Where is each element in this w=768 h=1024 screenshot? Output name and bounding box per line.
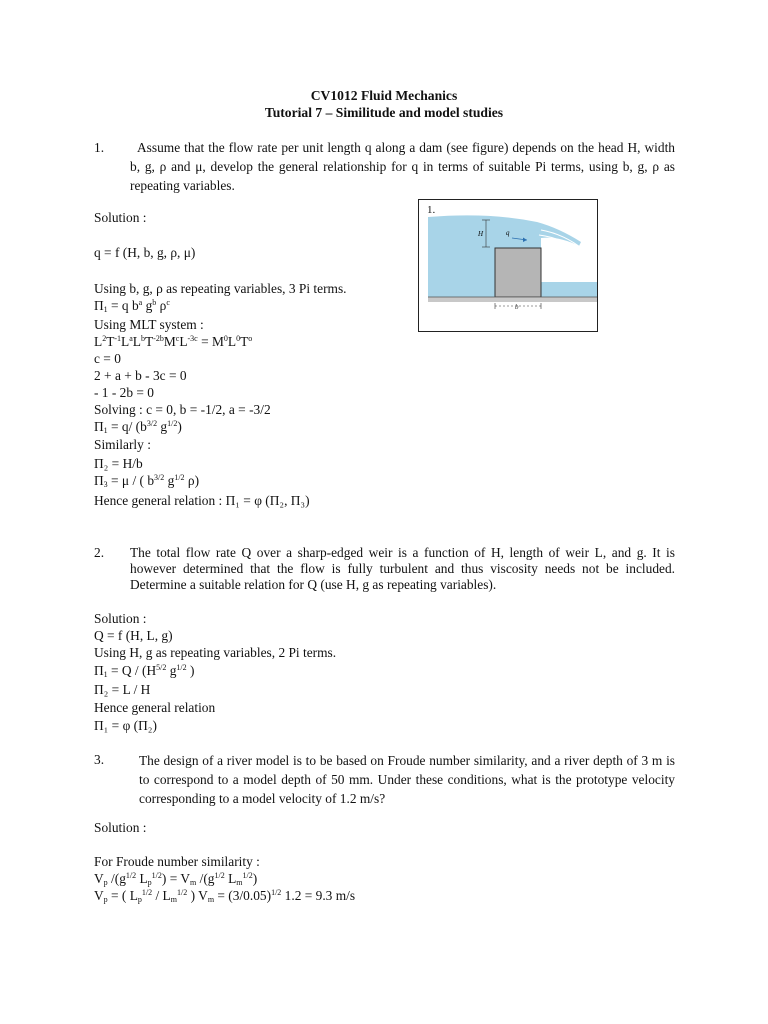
dam-block [495, 248, 541, 297]
q2-hence: Hence general relation [94, 700, 216, 715]
q3-froude-equation: $V_p$ $/(g^{1/2}$ $L_p^{1/2}) = V_m$ $/(g^{1/2}$ $L_m^{1/2}$) [94, 871, 258, 887]
q1-solving: Solving : c = 0, b = -1/2, a = -3/2 [94, 402, 271, 417]
q1-general-relation: Hence general relation : Π₁ = φ (Π₂, Π₃) [94, 493, 310, 508]
question-number: 2. [94, 545, 105, 560]
q1-pi1-result: $\Pi_1 = q/$ ($b^{3/2}$ $g^{1/2}$) [94, 419, 182, 435]
q1-solution-label: Solution : [94, 210, 147, 225]
q3-froude-label: For Froude number similarity : [94, 854, 260, 869]
q1-dimension-equation: $L^2T^{-1}L^aL^bT^{-2b}M^cL^{-3c} = M^0L^0T^o$ [94, 334, 253, 349]
label-h: H [478, 230, 484, 238]
q2-solution-label: Solution : [94, 611, 147, 626]
q1-pi2: Π₂ = H/b [94, 456, 143, 471]
q3-solution-label: Solution : [94, 820, 147, 835]
q2-function: Q = f (H, L, g) [94, 628, 173, 643]
ground [428, 297, 597, 302]
q1-eq-a: 2 + a + b - 3c = 0 [94, 368, 187, 383]
label-q: q [506, 229, 510, 237]
q2-pi1: $\Pi_1 = Q / (H^{5/2}$ $g^{1/2}$ ) [94, 663, 195, 679]
q1-similarly: Similarly : [94, 437, 151, 452]
dam-diagram [419, 200, 599, 333]
q1-pi3: $\Pi_3 = \mu$ / ( $b^{3/2}$ $g^{1/2}$ ρ) [94, 473, 200, 489]
label-b: b [515, 303, 519, 311]
q1-pi1-definition: $\Pi_1 = q$ $b^a$ $g^b$ $\rho^c$ [94, 298, 170, 314]
question-text: Assume that the flow rate per unit length q along a dam (see figure) depends on the head H, width b, g, ρ and μ, develop the general relationship for q in terms of suitable Pi terms, using b, g, ρ as repeating variables. [130, 140, 675, 193]
downstream-water [541, 282, 597, 297]
q2-relation: Π₁ = φ (Π₂) [94, 718, 157, 733]
document-tutorial-title: Tutorial 7 – Similitude and model studies [264, 105, 504, 120]
dam-figure [418, 199, 598, 332]
question-text: The design of a river model is to be based on Froude number similarity, and a river depth of 3 m is to correspond to a model depth of 50 mm. Under these conditions, what is the prototype velocity corresponding to a model velocity of 1.2 m/s? [139, 753, 675, 806]
q2-repeating-variables: Using H, g as repeating variables, 2 Pi terms. [94, 645, 337, 660]
q1-eq-c: c = 0 [94, 351, 121, 366]
q1-eq-b: - 1 - 2b = 0 [94, 385, 154, 400]
document-course-title: CV1012 Fluid Mechanics [310, 88, 458, 103]
q1-function: q = f (H, b, g, ρ, μ) [94, 245, 196, 260]
question-text: The total flow rate Q over a sharp-edged weir is a function of H, length of weir L, and g. It is however determined that the flow is fully turbulent and thus viscosity needs not be included. Determine a suitable relation for Q (use H, g as repeating variables). [130, 545, 675, 592]
q3-velocity-result: $V_p$ = ( $L_p^{1/2} / L_m^{1/2}$ ) $V_m = (3/0.05)^{1/2}$ 1.2 = 9.3 m/s [94, 888, 356, 904]
q1-mlt-label: Using MLT system : [94, 317, 204, 332]
question-number: 3. [94, 752, 105, 767]
q1-repeating-variables: Using b, g, ρ as repeating variables, 3 Pi terms. [94, 281, 347, 296]
question-number: 1. [94, 140, 105, 155]
figure-number: 1. [427, 204, 436, 216]
q2-pi2: Π₂ = L / H [94, 682, 151, 697]
